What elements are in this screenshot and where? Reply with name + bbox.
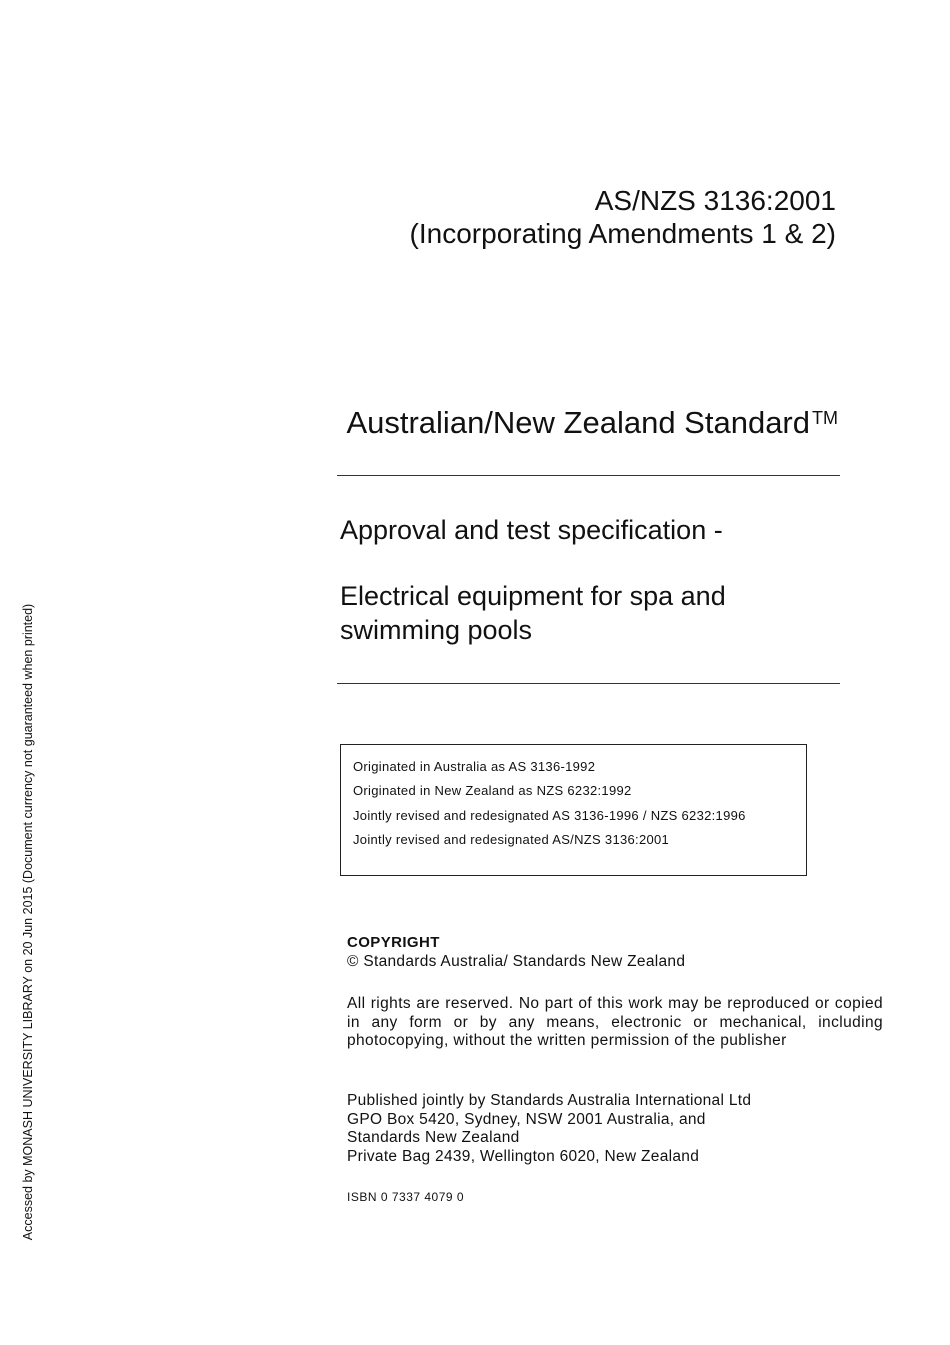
standard-number-block xyxy=(410,184,836,250)
origination-history-box xyxy=(340,744,807,876)
history-line: Jointly revised and redesignated AS/NZS 3136:2001 xyxy=(353,831,670,847)
history-line: Jointly revised and redesignated AS 3136-1996 / NZS 6232:1996 xyxy=(353,807,746,823)
standard-number: AS/NZS 3136:2001 xyxy=(594,185,836,216)
history-line: Originated in New Zealand as NZS 6232:1992 xyxy=(353,783,632,799)
amendments-note: (Incorporating Amendments 1 & 2) xyxy=(409,218,836,249)
series-title-text: Australian/New Zealand Standard xyxy=(346,405,810,440)
trademark-symbol: TM xyxy=(812,408,838,428)
document-title-line-1: Approval and test specification - xyxy=(340,515,723,545)
publisher-line: GPO Box 5420, Sydney, NSW 2001 Australia, and xyxy=(347,1110,706,1128)
publisher-line: Private Bag 2439, Wellington 6020, New Zealand xyxy=(347,1147,700,1165)
publisher-line: Standards New Zealand xyxy=(347,1129,520,1146)
top-divider xyxy=(337,475,840,476)
copyright-heading: COPYRIGHT xyxy=(347,934,440,951)
isbn: ISBN 0 7337 4079 0 xyxy=(347,1190,465,1204)
bottom-divider xyxy=(337,683,840,684)
publisher-line: Published jointly by Standards Australia International Ltd xyxy=(347,1092,752,1109)
rights-statement: All rights are reserved. No part of this work may be reproduced or copied in any form or by any means, electronic or mechanical, including photocopying, without the written permission of the publisher xyxy=(347,995,883,1049)
copyright-owner: © Standards Australia/ Standards New Zealand xyxy=(347,953,686,970)
publisher-block xyxy=(347,1092,751,1166)
history-line: Originated in Australia as AS 3136-1992 xyxy=(353,759,596,774)
document-title-line-2: Electrical equipment for spa and swimming pools xyxy=(340,581,726,645)
standard-series-title xyxy=(346,399,838,442)
access-watermark-note: Accessed by MONASH UNIVERSITY LIBRARY on 20 Jun 2015 (Document currency not guaranteed when printed) xyxy=(21,603,35,1241)
